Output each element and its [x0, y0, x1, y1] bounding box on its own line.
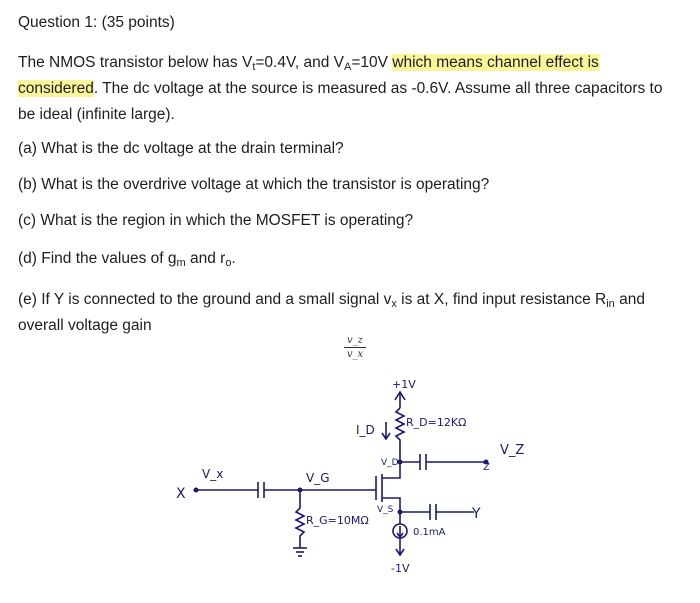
x-node	[194, 488, 199, 493]
vd-label: V_D	[381, 458, 399, 468]
vs-label: V_S	[377, 505, 394, 515]
vss-label: -1V	[391, 562, 410, 575]
gain-fraction	[340, 335, 370, 360]
circuit-diagram	[0, 370, 700, 603]
gm-subscript: m	[176, 257, 186, 269]
intro-text-4: . The dc voltage at the source is measured as -0.6V. Assume all three capacitors to be ideal (infinite large).	[18, 80, 663, 123]
rin-subscript: in	[606, 298, 615, 310]
part-e-end: and overall voltage gain	[18, 291, 645, 334]
intro-text-1: The NMOS transistor below has V	[18, 54, 253, 71]
gate-node	[298, 488, 303, 493]
intro-text-3: =10V	[351, 54, 393, 71]
y-label: Y	[472, 506, 481, 522]
vg-label: V_G	[306, 471, 330, 485]
z-label: Z	[483, 462, 490, 473]
question-title: Question 1: (35 points)	[18, 14, 175, 31]
part-d-end: .	[231, 250, 236, 267]
vx-subscript: x	[391, 298, 397, 310]
vt-subscript: t	[252, 61, 256, 73]
part-e	[18, 287, 682, 339]
rg-resistor	[296, 490, 304, 548]
highlighted-text: which means channel effect is considered	[18, 54, 599, 97]
part-d-mid: and r	[185, 250, 226, 267]
part-c: (c) What is the region in which the MOSFET is operating?	[18, 212, 414, 229]
part-e-mid: is at X, find input resistance R	[396, 291, 607, 308]
gain-numerator: v_z	[347, 335, 363, 346]
vdd-label: +1V	[392, 378, 416, 391]
ro-subscript: o	[225, 257, 232, 269]
isrc-label: 0.1mA	[413, 527, 446, 538]
part-d-text: (d) Find the values of g	[18, 250, 177, 267]
id-label: I_D	[356, 423, 375, 437]
fraction-bar	[344, 347, 366, 348]
va-subscript: A	[344, 61, 352, 73]
intro-text-2: =0.4V, and V	[255, 54, 345, 71]
x-label: X	[176, 486, 186, 502]
gain-denominator: v_x	[346, 349, 364, 360]
part-b: (b) What is the overdrive voltage at which the transistor is operating?	[18, 176, 490, 193]
part-d	[18, 246, 682, 272]
part-e-text: (e) If Y is connected to the ground and a small signal v	[18, 291, 392, 308]
part-a: (a) What is the dc voltage at the drain terminal?	[18, 140, 344, 157]
vx-label: V_x	[202, 467, 224, 481]
source-node	[398, 510, 403, 515]
rd-resistor	[396, 408, 404, 462]
rg-label: R_G=10MΩ	[306, 514, 369, 527]
vz-label: V_Z	[500, 443, 525, 458]
question-intro	[18, 50, 682, 128]
rd-label: R_D=12KΩ	[406, 416, 467, 429]
